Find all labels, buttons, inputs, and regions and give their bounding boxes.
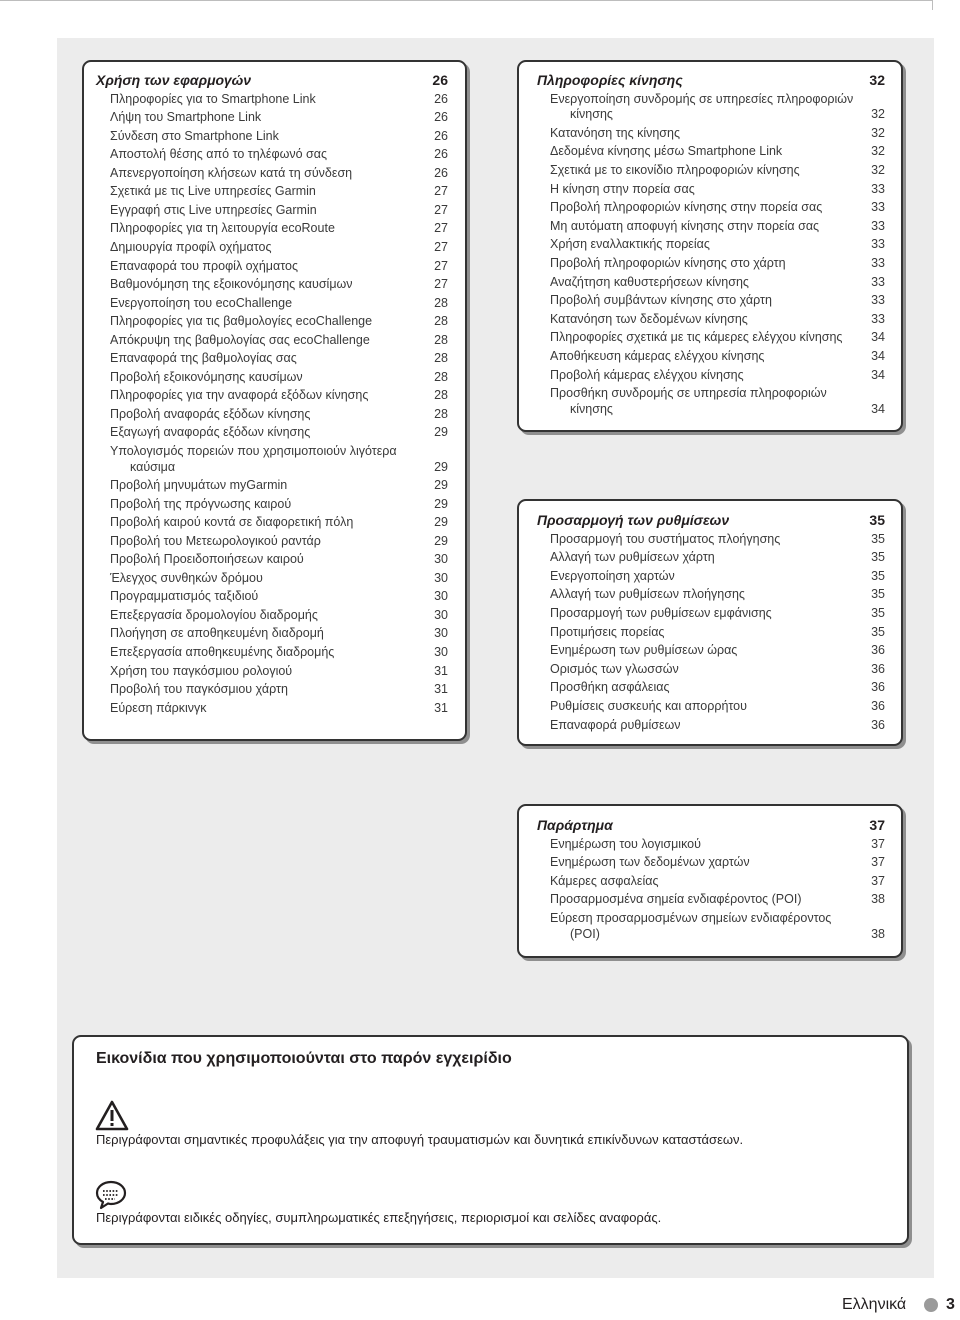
toc-entry: Πληροφορίες για την αναφορά εξόδων κίνησης	[110, 388, 369, 403]
toc-entry-page: 29	[434, 515, 448, 530]
toc-entry-page: 29	[434, 478, 448, 493]
toc-entry: Κατανόηση της κίνησης	[550, 125, 680, 140]
toc-entry: Πληροφορίες για τη λειτουργία ecoRoute	[110, 221, 335, 236]
toc-entry: Εξαγωγή αναφοράς εξόδων κίνησης	[110, 425, 311, 440]
toc-entry: Προβολή του Μετεωρολογικού ραντάρ	[110, 533, 321, 548]
toc-entry: Πλοήγηση σε αποθηκευμένη διαδρομή	[110, 626, 324, 641]
toc-entry: κίνησης	[570, 401, 613, 416]
toc-entry-page: 36	[871, 699, 885, 713]
warning-triangle-icon	[95, 1100, 129, 1132]
toc-entry: Αναζήτηση καθυστερήσεων κίνησης	[550, 274, 749, 289]
toc-entry: Προσθήκη ασφάλειας	[550, 680, 670, 695]
toc-entry-page: 36	[871, 717, 885, 732]
toc-entry: Εύρεση προσαρμοσμένων σημείων ενδιαφέροντος	[550, 911, 832, 925]
note-speech-bubble-icon	[95, 1180, 127, 1210]
toc-entry-page: 34	[871, 367, 885, 382]
toc-entry: Επαναφορά ρυθμίσεων	[550, 717, 681, 732]
toc-entry: Η κίνηση στην πορεία σας	[550, 181, 695, 196]
toc-entry: Απόκρυψη της βαθμολογίας σας ecoChallenge	[110, 332, 370, 347]
toc-entry: Λήψη του Smartphone Link	[110, 110, 262, 125]
toc-entry: Ενημέρωση των δεδομένων χαρτών	[550, 855, 750, 870]
toc-entry-page: 28	[434, 406, 448, 421]
toc-entry: Ενημέρωση του λογισμικού	[550, 836, 701, 851]
toc-entry-page: 37	[871, 855, 885, 870]
toc-entry-page: 37	[871, 873, 885, 888]
toc-entry: Αλλαγή των ρυθμίσεων πλοήγησης	[550, 587, 745, 602]
toc-entry: Ορισμός των γλωσσών	[550, 661, 679, 676]
toc-entry: Πληροφορίες για τις βαθμολογίες ecoChallenge	[110, 314, 373, 329]
section-title: Προσαρμογή των ρυθμίσεων	[537, 512, 730, 528]
section-page-number: 35	[869, 512, 885, 528]
toc-entry-page: 35	[871, 550, 885, 565]
toc-entry-page: 30	[434, 645, 448, 659]
toc-entry: Προσθήκη συνδρομής σε υπηρεσία πληροφοριών	[550, 386, 827, 401]
toc-entry-page: 32	[871, 144, 885, 159]
toc-entry: Επεξεργασία δρομολογίου διαδρομής	[110, 607, 318, 622]
toc-entry-page: 33	[871, 274, 885, 289]
toc-entry: Έλεγχος συνθηκών δρόμου	[110, 570, 263, 585]
toc-entry-page: 36	[871, 661, 885, 676]
top-rule-tick	[932, 0, 933, 10]
toc-entry: Προβολή πληροφοριών κίνησης στην πορεία σας	[550, 200, 823, 215]
toc-entry: Ρυθμίσεις συσκευής και απορρήτου	[550, 699, 747, 713]
section-page-number: 32	[869, 72, 885, 88]
toc-entry-page: 35	[871, 531, 885, 546]
toc-entry-page: 28	[434, 369, 448, 384]
toc-entry: Προβολή εξοικονόμησης καυσίμων	[110, 369, 303, 384]
toc-entry: Προγραμματισμός ταξιδιού	[110, 589, 259, 604]
toc-entry: Προβολή καιρού κοντά σε διαφορετική πόλη	[110, 515, 354, 530]
footer-language: Ελληνικά	[842, 1296, 907, 1313]
toc-entry-page: 30	[434, 626, 448, 641]
legend-title: Εικονίδια που χρησιμοποιούνται στο παρόν εγχειρίδιο	[96, 1050, 512, 1067]
toc-entry-page: 35	[871, 587, 885, 602]
toc-entry: Ενεργοποίηση συνδρομής σε υπηρεσίες πληροφοριών	[550, 91, 854, 106]
toc-entry-page: 31	[434, 700, 448, 715]
toc-entry-page: 27	[434, 221, 448, 236]
toc-entry: Προσαρμογή του συστήματος πλοήγησης	[550, 531, 781, 546]
toc-entry: Ενεργοποίηση χαρτών	[550, 568, 675, 583]
toc-entry-page: 34	[871, 348, 885, 363]
toc-entry: Μη αυτόματη αποφυγή κίνησης στην πορεία σας	[550, 218, 820, 233]
toc-entry-page: 34	[871, 401, 885, 416]
toc-entry-page: 33	[871, 218, 885, 233]
toc-entry-page: 30	[434, 589, 448, 604]
toc-entry: Αλλαγή των ρυθμίσεων χάρτη	[550, 550, 715, 565]
toc-entry-page: 28	[434, 332, 448, 347]
toc-entry-page: 36	[871, 680, 885, 695]
toc-entry: Επαναφορά της βαθμολογίας σας	[110, 351, 297, 366]
toc-entry: Δημιουργία προφίλ οχήματος	[110, 239, 272, 254]
toc-entry-page: 27	[434, 277, 448, 292]
toc-entry: Προβολή μηνυμάτων myGarmin	[110, 478, 288, 493]
toc-entry: Προσαρμογή των ρυθμίσεων εμφάνισης	[550, 606, 772, 620]
note-description: Περιγράφονται ειδικές οδηγίες, συμπληρωματικές επεξηγήσεις, περιορισμοί και σελίδες αναφοράς.	[96, 1210, 662, 1225]
toc-entry: Χρήση του παγκόσμιου ρολογιού	[110, 663, 293, 678]
section-title: Χρήση των εφαρμογών	[96, 72, 252, 88]
toc-entry: καύσιμα	[130, 459, 176, 474]
toc-entry: Κάμερες ασφαλείας	[550, 873, 659, 888]
toc-entry: Προτιμήσεις πορείας	[550, 624, 665, 639]
toc-entry-page: 26	[434, 128, 448, 143]
toc-entry-page: 33	[871, 181, 885, 196]
toc-entry-page: 31	[434, 682, 448, 697]
toc-entry-page: 34	[871, 330, 885, 345]
toc-entry-page: 30	[434, 552, 448, 567]
toc-entry: Προβολή του παγκόσμιου χάρτη	[110, 682, 288, 697]
toc-entry: Πληροφορίες για το Smartphone Link	[110, 91, 316, 106]
toc-entry-page: 28	[434, 351, 448, 366]
toc-entry-page: 35	[871, 606, 885, 620]
toc-entry: Προβολή συμβάντων κίνησης στο χάρτη	[550, 293, 772, 308]
toc-entry: Επαναφορά του προφίλ οχήματος	[110, 258, 298, 273]
toc-entry-page: 26	[434, 147, 448, 162]
toc-entry-page: 29	[434, 496, 448, 511]
toc-entry: Ενεργοποίηση του ecoChallenge	[110, 295, 293, 310]
toc-entry-page: 29	[434, 533, 448, 548]
toc-entry: Πληροφορίες σχετικά με τις κάμερες ελέγχου κίνησης	[550, 330, 843, 345]
toc-entry-page: 29	[434, 425, 448, 440]
toc-entry-page: 32	[871, 107, 885, 122]
toc-entry: Εγγραφή στις Live υπηρεσίες Garmin	[110, 202, 317, 217]
toc-entry: (POI)	[570, 926, 600, 941]
warning-description: Περιγράφονται σημαντικές προφυλάξεις για την αποφυγή τραυματισμών και δυνητικά επικίνδυνων καταστάσεων.	[96, 1132, 744, 1147]
section-page-number: 26	[432, 72, 448, 88]
toc-entry-page: 26	[434, 110, 448, 125]
top-rule	[0, 0, 932, 1]
toc-entry-page: 32	[871, 162, 885, 177]
footer-page-number: 3	[946, 1296, 955, 1313]
toc-entry-page: 33	[871, 200, 885, 215]
footer-bullet-icon	[924, 1298, 938, 1312]
toc-entry-page: 37	[871, 836, 885, 851]
toc-entry-page: 33	[871, 255, 885, 270]
toc-entry: Προβολή πληροφοριών κίνησης στο χάρτη	[550, 255, 786, 270]
toc-entry-page: 28	[434, 295, 448, 310]
toc-entry: κίνησης	[570, 107, 613, 122]
toc-entry: Αποστολή θέσης από το τηλέφωνό σας	[110, 147, 327, 162]
section-title: Πληροφορίες κίνησης	[537, 72, 683, 88]
toc-entry: Απενεργοποίηση κλήσεων κατά τη σύνδεση	[110, 165, 353, 180]
section-page-number: 37	[869, 817, 885, 833]
toc-entry-page: 27	[434, 258, 448, 273]
toc-entry-page: 28	[434, 314, 448, 329]
toc-entry: Εύρεση πάρκινγκ	[110, 700, 207, 715]
toc-entry-page: 32	[871, 125, 885, 140]
toc-entry: Δεδομένα κίνησης μέσω Smartphone Link	[550, 144, 783, 159]
toc-entry: Βαθμονόμηση της εξοικονόμησης καυσίμων	[110, 277, 353, 292]
toc-entry-page: 30	[434, 570, 448, 585]
toc-entry: Αποθήκευση κάμερας ελέγχου κίνησης	[550, 348, 765, 363]
toc-entry: Σύνδεση στο Smartphone Link	[110, 128, 279, 143]
toc-entry-page: 29	[434, 459, 448, 474]
toc-entry: Προβολή Προειδοποιήσεων καιρού	[110, 552, 304, 567]
section-title: Παράρτημα	[537, 817, 613, 833]
toc-entry: Κατανόηση των δεδομένων κίνησης	[550, 311, 748, 326]
toc-entry-page: 36	[871, 643, 885, 658]
toc-entry: Προβολή κάμερας ελέγχου κίνησης	[550, 367, 744, 382]
toc-entry: Σχετικά με το εικονίδιο πληροφοριών κίνησης	[550, 162, 800, 177]
toc-entry-page: 28	[434, 388, 448, 403]
toc-entry-page: 33	[871, 237, 885, 252]
toc-entry-page: 33	[871, 311, 885, 326]
toc-entry-page: 27	[434, 184, 448, 199]
toc-entry-page: 30	[434, 607, 448, 622]
toc-entry-page: 27	[434, 202, 448, 217]
toc-entry: Προβολή της πρόγνωσης καιρού	[110, 496, 292, 511]
toc-entry-page: 26	[434, 91, 448, 106]
toc-entry: Προσαρμοσμένα σημεία ενδιαφέροντος (POI)	[550, 892, 802, 907]
toc-entry: Σχετικά με τις Live υπηρεσίες Garmin	[110, 184, 316, 199]
toc-entry-page: 26	[434, 165, 448, 180]
toc-entry: Προβολή αναφοράς εξόδων κίνησης	[110, 406, 311, 421]
toc-entry-page: 35	[871, 624, 885, 639]
toc-entry-page: 27	[434, 239, 448, 254]
toc-entry-page: 31	[434, 663, 448, 678]
toc-entry-page: 38	[871, 892, 885, 907]
toc-entry: Ενημέρωση των ρυθμίσεων ώρας	[550, 643, 738, 658]
toc-entry: Υπολογισμός πορειών που χρησιμοποιούν λιγότερα	[110, 444, 397, 458]
toc-entry: Επεξεργασία αποθηκευμένης διαδρομής	[110, 645, 335, 659]
toc-entry-page: 38	[871, 926, 885, 941]
toc-entry: Χρήση εναλλακτικής πορείας	[550, 237, 710, 252]
toc-entry-page: 35	[871, 568, 885, 583]
toc-entry-page: 33	[871, 293, 885, 308]
